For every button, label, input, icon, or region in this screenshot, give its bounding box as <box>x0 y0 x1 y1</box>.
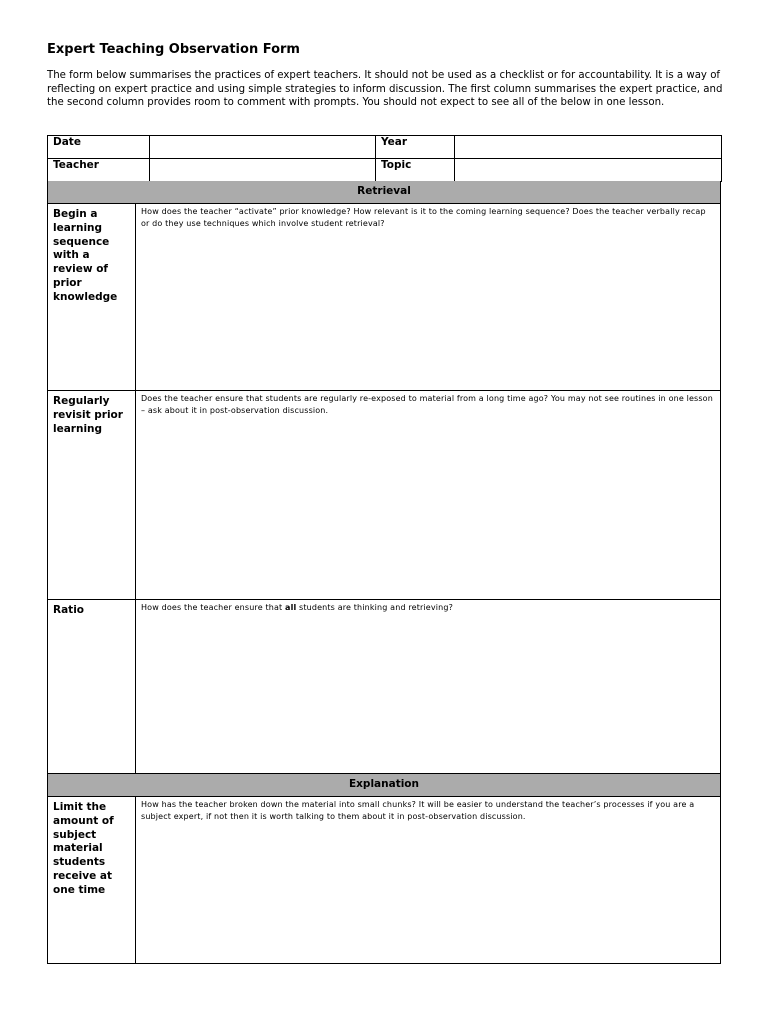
topic-field[interactable] <box>455 159 722 182</box>
teacher-field[interactable] <box>150 159 376 182</box>
section-heading-retrieval: Retrieval <box>47 181 721 204</box>
header-table <box>47 135 722 182</box>
prompt-comment-area[interactable]: Does the teacher ensure that students are regularly re-exposed to material from a long time ago? You may not see routines in one lesson – ask about it in post-observation discussion. <box>141 394 713 416</box>
practice-label: Limit the amount of subject material students receive at one time <box>48 797 136 963</box>
practice-row-revisit-prior-learning <box>47 391 721 600</box>
prompt-comment-area[interactable]: How has the teacher broken down the material into small chunks? It will be easier to understand the teacher’s processes if you are a subject expert, if not then it is worth talking to them about it in post-observation discussion. <box>141 800 695 822</box>
prompt-emphasis: all <box>285 603 297 612</box>
topic-label: Topic <box>376 159 455 182</box>
practice-label: Ratio <box>48 600 136 773</box>
prompt-comment-area[interactable]: How does the teacher “activate” prior knowledge? How relevant is it to the coming learning sequence? Does the teacher verbally recap or do they use techniques which involve student retrieval? <box>141 207 706 229</box>
prompt-comment-area[interactable] <box>136 600 720 773</box>
practice-row-review-prior-knowledge <box>47 204 721 391</box>
header-row-teacher-topic <box>48 159 722 182</box>
year-field[interactable] <box>455 136 722 159</box>
year-label: Year <box>376 136 455 159</box>
practice-label: Regularly revisit prior learning <box>48 391 136 599</box>
form-intro: The form below summarises the practices of expert teachers. It should not be used as a checklist or for accountability. It is a way of reflecting on expert practice and using simple strategies to inform discussion. The first column summarises the expert practice, and the second column provides room to comment with prompts. You should not expect to see all of the below in one lesson. <box>47 70 723 109</box>
date-label: Date <box>48 136 150 159</box>
header-row-date-year <box>48 136 722 159</box>
section-heading-explanation: Explanation <box>47 774 721 797</box>
date-field[interactable] <box>150 136 376 159</box>
practice-label: Begin a learning sequence with a review of prior knowledge <box>48 204 136 390</box>
practice-row-ratio <box>47 600 721 774</box>
teacher-label: Teacher <box>48 159 150 182</box>
form-title: Expert Teaching Observation Form <box>47 42 300 57</box>
practice-row-limit-subject-material <box>47 797 721 964</box>
prompt-text: students are thinking and retrieving? <box>296 603 453 612</box>
prompt-text: How does the teacher ensure that <box>141 603 286 612</box>
